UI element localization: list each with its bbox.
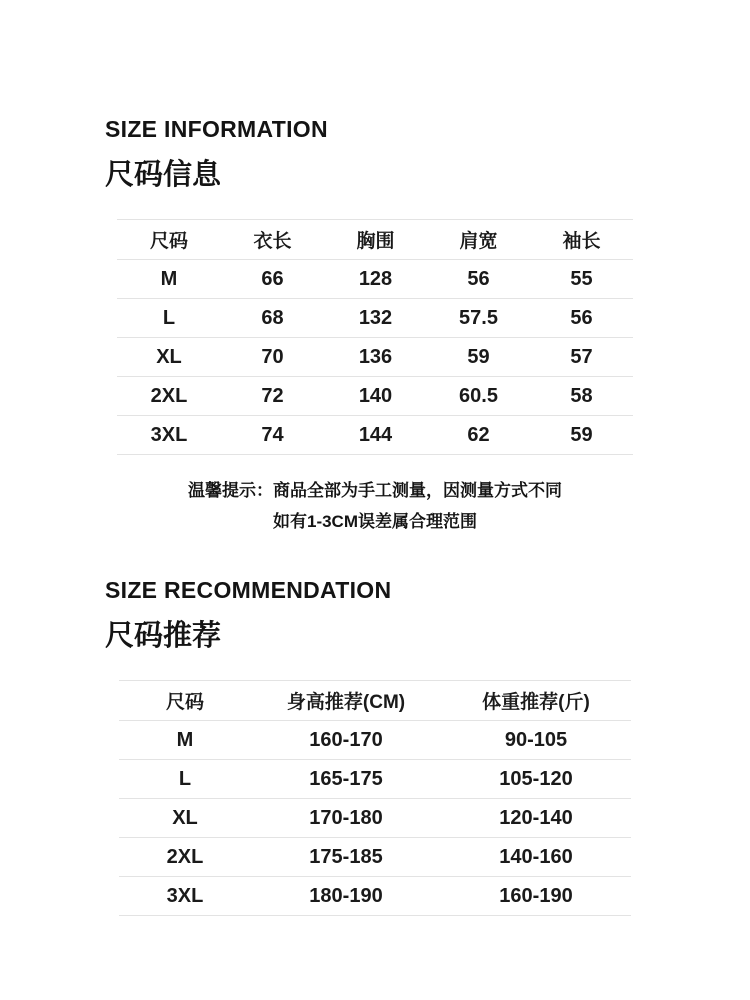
cell-height: 180-190 xyxy=(309,884,383,907)
header-cell-height: 身高推荐(CM) xyxy=(286,692,406,713)
cell-chest: 144 xyxy=(358,423,393,446)
cell-sleeve: 57 xyxy=(570,345,593,368)
cell-sleeve: 56 xyxy=(570,306,593,329)
reco-table-header-row xyxy=(119,681,631,721)
header-cell-size: 尺码 xyxy=(165,692,204,713)
cell-chest: 132 xyxy=(358,306,393,329)
cell-size: M xyxy=(176,728,194,751)
size-information-title-zh: 尺码信息 xyxy=(105,159,222,191)
cell-chest: 140 xyxy=(358,384,393,407)
cell-height: 160-170 xyxy=(309,728,383,751)
size-recommendation-header xyxy=(105,577,750,654)
cell-length: 72 xyxy=(261,384,284,407)
cell-size: XL xyxy=(156,345,182,368)
header-cell-chest: 胸围 xyxy=(356,231,395,252)
table-row xyxy=(119,799,631,838)
cell-height: 170-180 xyxy=(309,806,383,829)
cell-weight: 90-105 xyxy=(504,728,568,751)
cell-weight: 160-190 xyxy=(499,884,573,907)
measurement-note xyxy=(0,475,750,537)
cell-length: 70 xyxy=(261,345,284,368)
measurement-note-line1: 温馨提示：商品全部为手工测量，因测量方式不同 xyxy=(188,481,562,500)
table-row xyxy=(117,299,633,338)
header-cell-length: 衣长 xyxy=(253,231,292,252)
cell-shoulder: 59 xyxy=(467,345,490,368)
table-row xyxy=(117,416,633,455)
header-cell-shoulder: 肩宽 xyxy=(459,231,498,252)
header-cell-size: 尺码 xyxy=(149,231,188,252)
cell-weight: 120-140 xyxy=(499,806,573,829)
header-cell-weight: 体重推荐(斤) xyxy=(482,692,590,713)
cell-size: 2XL xyxy=(166,845,204,868)
table-row xyxy=(119,721,631,760)
table-row xyxy=(119,760,631,799)
cell-sleeve: 58 xyxy=(570,384,593,407)
size-information-header xyxy=(105,116,750,193)
cell-shoulder: 62 xyxy=(467,423,490,446)
cell-size: L xyxy=(162,306,176,329)
cell-height: 175-185 xyxy=(309,845,383,868)
size-recommendation-title-en: SIZE RECOMMENDATION xyxy=(105,577,392,603)
cell-length: 68 xyxy=(261,306,284,329)
cell-weight: 140-160 xyxy=(499,845,573,868)
cell-weight: 105-120 xyxy=(499,767,573,790)
table-row xyxy=(119,838,631,877)
table-row xyxy=(117,338,633,377)
cell-shoulder: 60.5 xyxy=(459,384,498,407)
cell-length: 74 xyxy=(261,423,284,446)
cell-size: 3XL xyxy=(166,884,204,907)
table-row xyxy=(117,377,633,416)
cell-height: 165-175 xyxy=(309,767,383,790)
cell-chest: 136 xyxy=(358,345,393,368)
cell-sleeve: 55 xyxy=(570,267,593,290)
cell-shoulder: 56 xyxy=(467,267,490,290)
size-information-table xyxy=(117,219,633,455)
table-row xyxy=(117,260,633,299)
cell-size: 2XL xyxy=(150,384,188,407)
cell-shoulder: 57.5 xyxy=(459,306,498,329)
header-cell-sleeve: 袖长 xyxy=(562,231,601,252)
measurement-note-line2: 如有1-3CM误差属合理范围 xyxy=(272,512,477,531)
cell-sleeve: 59 xyxy=(570,423,593,446)
size-table-header-row xyxy=(117,220,633,260)
size-information-title-en: SIZE INFORMATION xyxy=(105,116,328,142)
cell-length: 66 xyxy=(261,267,284,290)
cell-size: 3XL xyxy=(150,423,188,446)
size-recommendation-title-zh: 尺码推荐 xyxy=(105,620,222,652)
size-recommendation-table xyxy=(119,680,631,916)
cell-size: M xyxy=(160,267,178,290)
cell-size: L xyxy=(178,767,192,790)
cell-size: XL xyxy=(172,806,198,829)
cell-chest: 128 xyxy=(358,267,393,290)
table-row xyxy=(119,877,631,916)
